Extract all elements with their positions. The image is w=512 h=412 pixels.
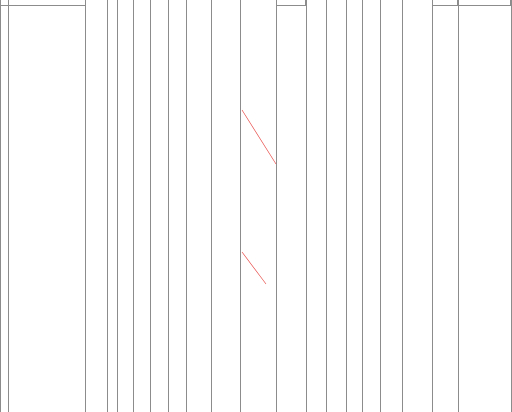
section-number (0, 0, 9, 6)
section-total (276, 0, 306, 6)
section-total-right (432, 0, 458, 6)
annotation-line-2-icon (240, 250, 270, 286)
section-note (458, 0, 511, 6)
annotation-line-icon (240, 108, 280, 168)
section-title (9, 0, 86, 6)
annotation-note-1 (460, 56, 510, 100)
annotation-note-2 (460, 112, 510, 156)
